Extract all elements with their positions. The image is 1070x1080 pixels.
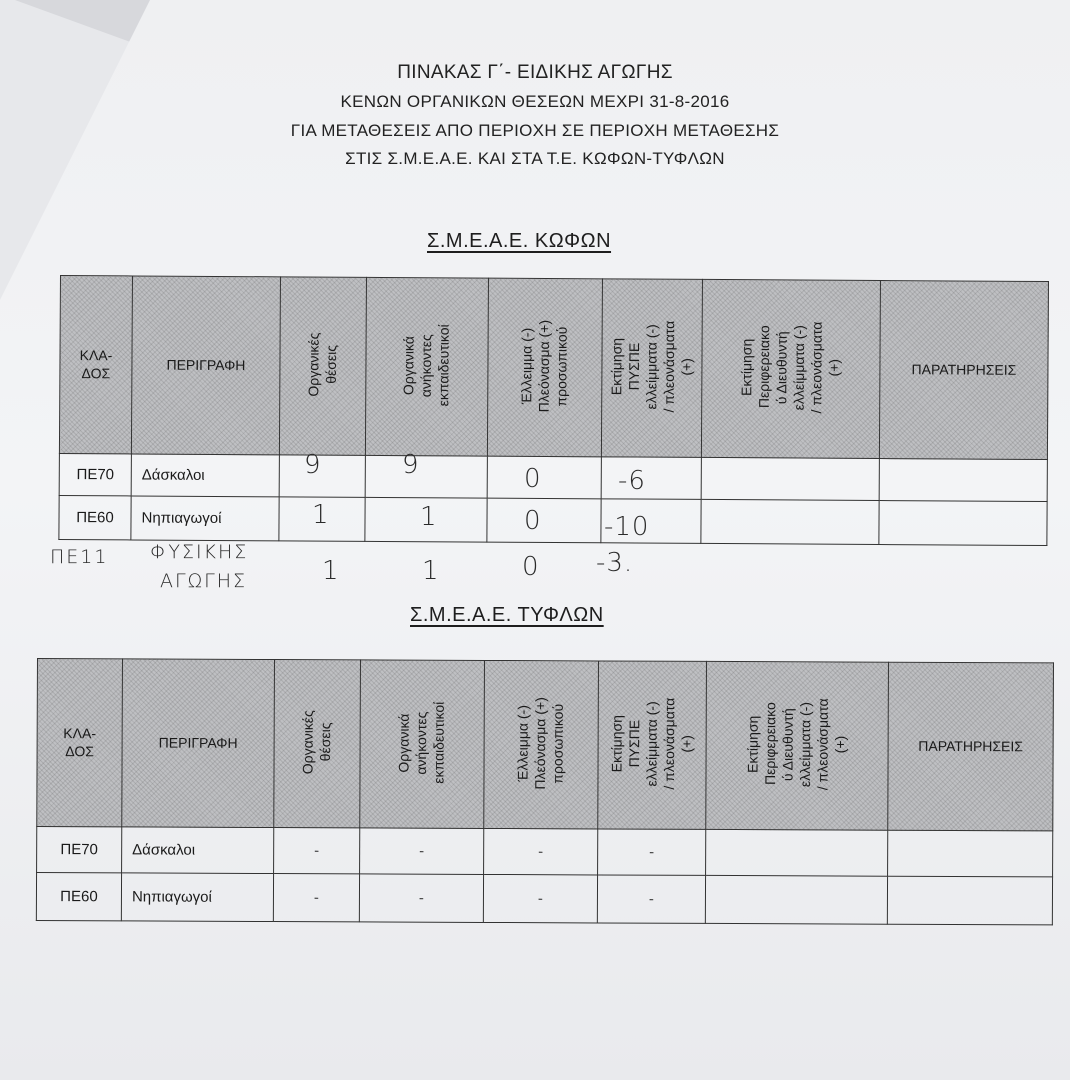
- header-perigrafi: ΠΕΡΙΓΡΑΦΗ: [122, 659, 275, 828]
- cell-elleimma: [487, 498, 601, 543]
- cell-elleimma: [487, 456, 601, 499]
- handwritten-anikontes-pe60: 1: [420, 502, 438, 532]
- header-anikontes: Οργανικά ανήκοντες εκπαιδευτικοί: [365, 277, 488, 456]
- document-subtitle-3: ΣΤΙΣ Σ.Μ.Ε.Α.Ε. ΚΑΙ ΣΤΑ Τ.Ε. ΚΩΦΩΝ-ΤΥΦΛΩΝ: [345, 149, 725, 168]
- header-elleimma: Έλλειμμα (-) Πλεόνασμα (+) προσωπικού: [487, 278, 602, 457]
- header-perifereiako: Εκτίμηση Περιφερειακο ύ Διευθυντή ελλείμματα (-) / πλεονάσματα (+): [701, 279, 880, 458]
- handwritten-elleimma-pe60: 0: [524, 506, 542, 536]
- section-title-tyflon: Σ.Μ.Ε.Α.Ε. ΤΥΦΛΩΝ: [410, 604, 604, 626]
- cell-desc: Νηπιαγωγοί: [121, 873, 273, 922]
- cell-pyspe: -: [598, 829, 706, 875]
- document-subtitle-1: ΚΕΝΩΝ ΟΡΓΑΝΙΚΩΝ ΘΕΣΕΩΝ ΜΕΧΡΙ 31-8-2016: [340, 92, 730, 111]
- cell-code: ΠΕ60: [36, 873, 121, 921]
- cell-code: ΠΕ70: [59, 453, 131, 495]
- cell-anikontes: -: [360, 828, 484, 875]
- cell-elleimma: -: [484, 828, 598, 874]
- cell-perifereiako: [701, 457, 879, 500]
- table-row: [36, 873, 1052, 925]
- cell-perifereiako: [705, 875, 887, 924]
- header-pyspe: Εκτίμηση ΠΥΣΠΕ ελλείμματα (-) / πλεονάσματα (+): [601, 279, 702, 458]
- header-organikes: Οργανικές θέσεις: [274, 660, 361, 828]
- header-perifereiako: Εκτίμηση Περιφερειακο ύ Διευθυντή ελλείμματα (-) / πλεονάσματα (+): [706, 661, 889, 830]
- cell-code: ΠΕ60: [59, 495, 131, 539]
- handwritten-organikes-pe60: 1: [312, 500, 330, 530]
- cell-paratiriseis: [879, 501, 1047, 546]
- header-organikes: Οργανικές θέσεις: [279, 277, 366, 456]
- header-klados: ΚΛΑ- ΔΟΣ: [59, 276, 132, 454]
- header-anikontes: Οργανικά ανήκοντες εκπαιδευτικοί: [360, 660, 485, 829]
- cell-paratiriseis: [888, 830, 1053, 877]
- cell-pyspe: [601, 457, 701, 500]
- cell-desc: Δάσκαλοι: [122, 827, 274, 874]
- handwritten-anikontes-pe11: 1: [422, 556, 440, 586]
- handwritten-elleimma-pe70: 0: [524, 464, 542, 494]
- table-header-row: [59, 276, 1048, 460]
- document-title: ΠΙΝΑΚΑΣ Γ΄- ΕΙΔΙΚΗΣ ΑΓΩΓΗΣ: [397, 62, 673, 83]
- cell-anikontes: [365, 455, 487, 498]
- table-row: [59, 495, 1047, 545]
- table-kofon: [58, 275, 1049, 546]
- header-paratiriseis: ΠΑΡΑΤΗΡΗΣΕΙΣ: [879, 281, 1048, 460]
- handwritten-desc-line1: ΦΥΣΙΚΗΣ: [150, 541, 249, 563]
- section-title-kofon: Σ.Μ.Ε.Α.Ε. ΚΩΦΩΝ: [427, 230, 612, 252]
- table-header-row: [37, 659, 1054, 831]
- header-elleimma: Έλλειμμα (-) Πλεόνασμα (+) προσωπικού: [484, 660, 599, 828]
- cell-code: ΠΕ70: [37, 827, 122, 873]
- header-pyspe: Εκτίμηση ΠΥΣΠΕ ελλείμματα (-) / πλεονάσματα (+): [598, 661, 707, 829]
- handwritten-pyspe-pe70: -6: [618, 466, 646, 496]
- handwritten-desc-line2: ΑΓΩΓΗΣ: [160, 570, 247, 592]
- handwritten-pyspe-pe60: -10: [604, 512, 650, 542]
- cell-desc: Δάσκαλοι: [131, 454, 279, 497]
- cell-pyspe: -: [597, 875, 705, 923]
- handwritten-organikes-pe11: 1: [322, 556, 340, 586]
- cell-perifereiako: [701, 499, 879, 544]
- cell-desc: Νηπιαγωγοί: [131, 496, 279, 541]
- handwritten-anikontes-pe70: 9: [402, 450, 420, 480]
- cell-paratiriseis: [879, 459, 1047, 502]
- cell-organikes: [279, 455, 365, 498]
- cell-organikes: -: [274, 828, 360, 874]
- handwritten-organikes-pe70: 9: [304, 450, 322, 480]
- header-klados: ΚΛΑ- ΔΟΣ: [37, 659, 123, 827]
- handwritten-elleimma-pe11: 0: [522, 552, 540, 582]
- cell-elleimma: -: [483, 874, 597, 922]
- table-row: [59, 453, 1047, 501]
- cell-perifereiako: [706, 829, 888, 876]
- cell-paratiriseis: [887, 876, 1052, 925]
- header-paratiriseis: ΠΑΡΑΤΗΡΗΣΕΙΣ: [888, 662, 1054, 831]
- header-perigrafi: ΠΕΡΙΓΡΑΦΗ: [131, 276, 280, 455]
- handwritten-code-pe11: ΠΕ11: [50, 546, 109, 568]
- table-tyflon: [36, 658, 1054, 925]
- handwritten-pyspe-pe11: -3.: [596, 548, 634, 578]
- cell-anikontes: -: [359, 874, 483, 923]
- document-subtitle-2: ΓΙΑ ΜΕΤΑΘΕΣΕΙΣ ΑΠΟ ΠΕΡΙΟΧΗ ΣΕ ΠΕΡΙΟΧΗ ΜΕΤΑΘΕΣΗΣ: [290, 121, 780, 140]
- table-row: [37, 827, 1053, 877]
- cell-organikes: -: [273, 874, 359, 922]
